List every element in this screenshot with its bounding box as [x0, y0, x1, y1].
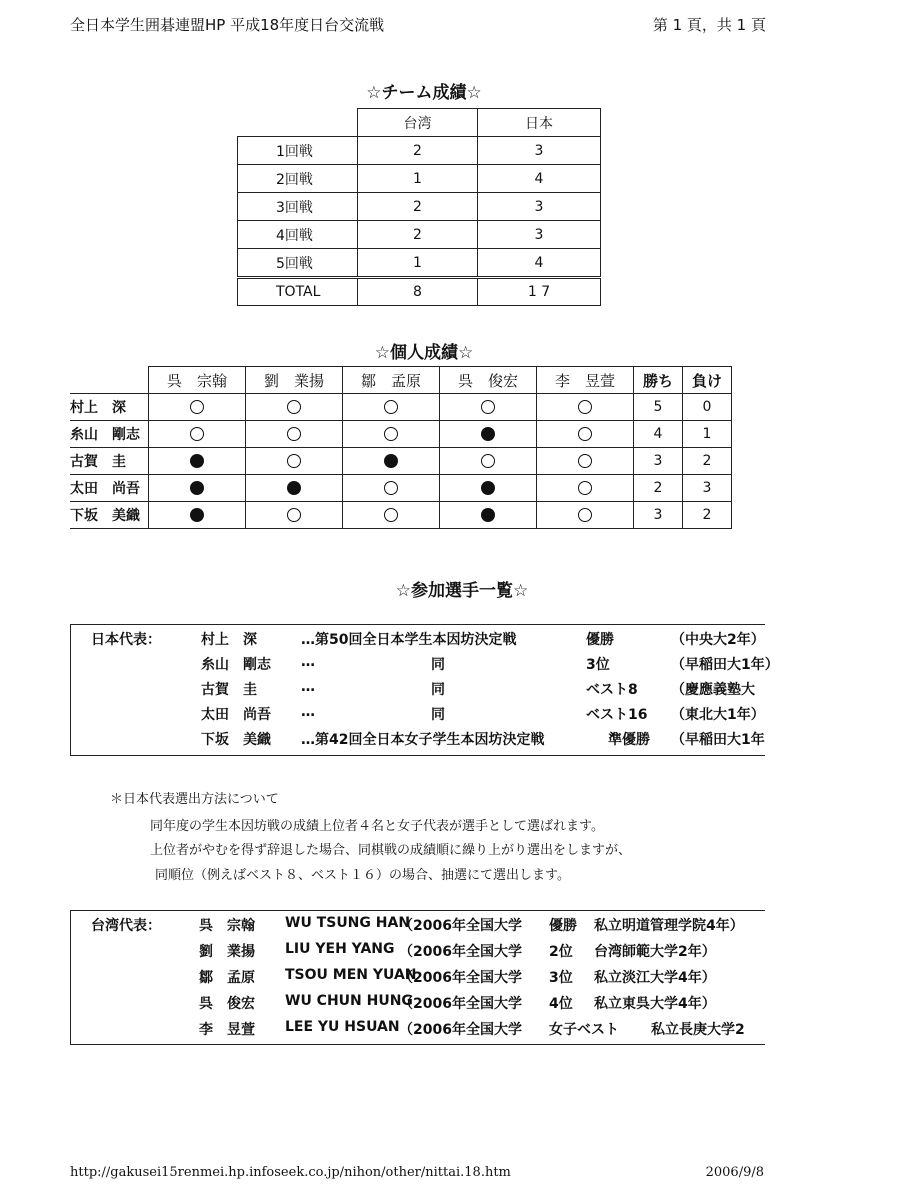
game-result-cell [440, 475, 537, 502]
game-result-cell [440, 421, 537, 448]
team-row [238, 249, 601, 278]
game-result-cell [440, 448, 537, 475]
loss-circle-icon [190, 481, 204, 495]
loss-circle-icon [190, 454, 204, 468]
opponent-header: 呉 俊宏 [440, 367, 537, 394]
taiwan-player-event: （2006年全国大学 [399, 918, 522, 934]
win-circle-icon [578, 400, 592, 414]
selection-note-line: 上位者がやむを得ず辞退した場合、同棋戦の成績順に繰り上がり選出をしますが、 [150, 843, 632, 858]
japan-score: 3 [478, 193, 601, 221]
japan-score: 4 [478, 165, 601, 193]
game-result-cell [537, 502, 634, 529]
japan-player-result: 3位 [586, 657, 610, 673]
opponent-header: 李 昱萱 [537, 367, 634, 394]
round-label: TOTAL [238, 278, 358, 306]
taiwan-player-roman: LIU YEH YANG [285, 941, 395, 957]
participants-title: ☆参加選手一覧☆ [395, 581, 529, 601]
loss-count: 0 [683, 394, 732, 421]
japan-score: 3 [478, 221, 601, 249]
taiwan-player-roman: TSOU MEN YUAN [285, 967, 417, 983]
opponent-header: 呉 宗翰 [149, 367, 246, 394]
taiwan-player-result: 優勝 [549, 918, 577, 934]
team-row [238, 193, 601, 221]
game-result-cell [343, 448, 440, 475]
win-circle-icon [578, 508, 592, 522]
round-label: 1回戦 [238, 137, 358, 165]
taiwan-player-name: 呉 俊宏 [199, 996, 255, 1012]
taiwan-player-event: （2006年全国大学 [399, 944, 522, 960]
game-result-cell [246, 502, 343, 529]
taiwan-player-name: 劉 業揚 [199, 944, 255, 960]
taiwan-score: 1 [358, 165, 478, 193]
taiwan-player-school: 私立明道管理学院4年） [594, 918, 744, 934]
win-circle-icon [578, 481, 592, 495]
game-result-cell [343, 502, 440, 529]
round-label: 3回戦 [238, 193, 358, 221]
win-circle-icon [384, 481, 398, 495]
win-circle-icon [190, 427, 204, 441]
win-circle-icon [384, 427, 398, 441]
opponent-header: 劉 業揚 [246, 367, 343, 394]
game-result-cell [149, 448, 246, 475]
taiwan-player-event: （2006年全国大学 [399, 970, 522, 986]
taiwan-score: 2 [358, 221, 478, 249]
loss-count: 2 [683, 502, 732, 529]
game-result-cell [149, 475, 246, 502]
game-result-cell [537, 421, 634, 448]
taiwan-participants-box [70, 910, 765, 1045]
loss-count: 3 [683, 475, 732, 502]
game-result-cell [440, 394, 537, 421]
japan-player-school: （中央大2年） [671, 632, 765, 648]
win-count: 3 [634, 448, 683, 475]
japan-score: 4 [478, 249, 601, 278]
japan-player-event: … [301, 704, 315, 720]
team-row [238, 221, 601, 249]
taiwan-score: 1 [358, 249, 478, 278]
win-circle-icon [481, 400, 495, 414]
japan-player-same: 同 [431, 682, 445, 698]
japan-player-name: 糸山 剛志 [201, 657, 271, 673]
win-circle-icon [384, 508, 398, 522]
win-circle-icon [578, 427, 592, 441]
taiwan-player-roman: LEE YU HSUAN [285, 1019, 400, 1035]
team-col-taiwan: 台湾 [358, 109, 478, 137]
win-circle-icon [481, 454, 495, 468]
team-row [238, 165, 601, 193]
taiwan-player-result: 4位 [549, 996, 573, 1012]
game-result-cell [246, 475, 343, 502]
game-result-cell [246, 421, 343, 448]
player-name: 糸山 剛志 [70, 421, 149, 448]
team-col-japan: 日本 [478, 109, 601, 137]
loss-circle-icon [287, 481, 301, 495]
individual-results-table [70, 366, 732, 529]
japan-player-school: （東北大1年） [671, 707, 765, 723]
taiwan-player-school: 台湾師範大学2年） [594, 944, 716, 960]
japan-player-event: … [301, 679, 315, 695]
player-row [70, 394, 732, 421]
team-row [238, 137, 601, 165]
team-table-corner [238, 109, 358, 137]
japan-player-event: … [301, 654, 315, 670]
footer-date: 2006/9/8 [705, 1165, 764, 1180]
footer-url[interactable]: http://gakusei15renmei.hp.infoseek.co.jp/nihon/other/nittai.18.htm [70, 1165, 511, 1180]
player-name: 村上 深 [70, 394, 149, 421]
loss-count: 2 [683, 448, 732, 475]
page-header-title: 全日本学生囲碁連盟HP 平成18年度日台交流戦 [70, 16, 385, 34]
japan-player-name: 古賀 圭 [201, 682, 257, 698]
taiwan-player-roman: WU CHUN HUNG [285, 993, 413, 1009]
japan-player-result: 準優勝 [608, 732, 650, 748]
japan-score: 3 [478, 137, 601, 165]
taiwan-score: 2 [358, 137, 478, 165]
team-results-title: ☆チーム成績☆ [366, 83, 482, 103]
japan-player-result: ベスト16 [586, 707, 648, 723]
win-circle-icon [287, 454, 301, 468]
round-label: 4回戦 [238, 221, 358, 249]
game-result-cell [246, 448, 343, 475]
wins-header: 勝ち [634, 367, 683, 394]
game-result-cell [343, 475, 440, 502]
japan-player-name: 下坂 美織 [201, 732, 271, 748]
taiwan-player-event: （2006年全国大学 [399, 1022, 522, 1038]
win-circle-icon [287, 427, 301, 441]
taiwan-player-result: 3位 [549, 970, 573, 986]
game-result-cell [149, 394, 246, 421]
loss-circle-icon [190, 508, 204, 522]
taiwan-player-roman: WU TSUNG HAN [285, 915, 411, 931]
game-result-cell [343, 421, 440, 448]
win-circle-icon [384, 400, 398, 414]
win-circle-icon [287, 400, 301, 414]
game-result-cell [537, 394, 634, 421]
indiv-table-corner [70, 367, 149, 394]
losses-header: 負け [683, 367, 732, 394]
win-count: 3 [634, 502, 683, 529]
team-results-table [237, 108, 601, 306]
taiwan-player-name: 鄒 孟原 [199, 970, 255, 986]
win-count: 4 [634, 421, 683, 448]
taiwan-score: 2 [358, 193, 478, 221]
japan-player-result: ベスト8 [586, 682, 638, 698]
taiwan-player-result: 2位 [549, 944, 573, 960]
game-result-cell [537, 475, 634, 502]
team-total-row [238, 278, 601, 306]
japan-player-event: …第42回全日本女子学生本因坊決定戦 [301, 732, 545, 748]
player-row [70, 448, 732, 475]
japan-participants-box [70, 624, 779, 756]
game-result-cell [149, 421, 246, 448]
player-row [70, 502, 732, 529]
taiwan-player-school: 私立長庚大学2 [651, 1022, 745, 1038]
player-row [70, 475, 732, 502]
loss-circle-icon [384, 454, 398, 468]
loss-circle-icon [481, 508, 495, 522]
win-circle-icon [578, 454, 592, 468]
taiwan-player-name: 李 昱萱 [199, 1022, 255, 1038]
player-name: 太田 尚吾 [70, 475, 149, 502]
win-count: 2 [634, 475, 683, 502]
loss-count: 1 [683, 421, 732, 448]
loss-circle-icon [481, 481, 495, 495]
japan-player-result: 優勝 [586, 632, 614, 648]
game-result-cell [343, 394, 440, 421]
taiwan-player-school: 私立東呉大学4年） [594, 996, 716, 1012]
japan-player-same: 同 [431, 707, 445, 723]
game-result-cell [246, 394, 343, 421]
loss-circle-icon [481, 427, 495, 441]
win-circle-icon [287, 508, 301, 522]
japan-player-school: （慶應義塾大 [671, 682, 755, 698]
opponent-header: 鄒 孟原 [343, 367, 440, 394]
taiwan-player-name: 呉 宗翰 [199, 918, 255, 934]
japan-player-same: 同 [431, 657, 445, 673]
japan-player-event: …第50回全日本学生本因坊決定戦 [301, 632, 517, 648]
japan-player-school: （早稲田大1年 [671, 732, 765, 748]
japan-label: 日本代表： [91, 632, 161, 648]
player-row [70, 421, 732, 448]
japan-player-name: 村上 深 [201, 632, 257, 648]
game-result-cell [149, 502, 246, 529]
japan-score: 1 7 [478, 278, 601, 306]
round-label: 5回戦 [238, 249, 358, 278]
japan-player-school: （早稲田大1年） [671, 657, 779, 673]
taiwan-player-event: （2006年全国大学 [399, 996, 522, 1012]
taiwan-player-school: 私立淡江大学4年） [594, 970, 716, 986]
win-circle-icon [190, 400, 204, 414]
page-number: 第 1 頁，共 1 頁 [652, 16, 766, 34]
round-label: 2回戦 [238, 165, 358, 193]
game-result-cell [537, 448, 634, 475]
taiwan-score: 8 [358, 278, 478, 306]
game-result-cell [440, 502, 537, 529]
selection-note-heading: ＊日本代表選出方法について [110, 792, 279, 807]
taiwan-label: 台湾代表： [91, 918, 161, 934]
win-count: 5 [634, 394, 683, 421]
taiwan-player-result: 女子ベスト [549, 1022, 619, 1038]
player-name: 下坂 美織 [70, 502, 149, 529]
player-name: 古賀 圭 [70, 448, 149, 475]
individual-results-title: ☆個人成績☆ [374, 343, 474, 363]
japan-player-name: 太田 尚吾 [201, 707, 271, 723]
selection-note-line: 同順位（例えばベスト８、ベスト１６）の場合、抽選にて選出します。 [155, 868, 570, 883]
selection-note-line: 同年度の学生本因坊戦の成績上位者４名と女子代表が選手として選ばれます。 [150, 819, 604, 834]
